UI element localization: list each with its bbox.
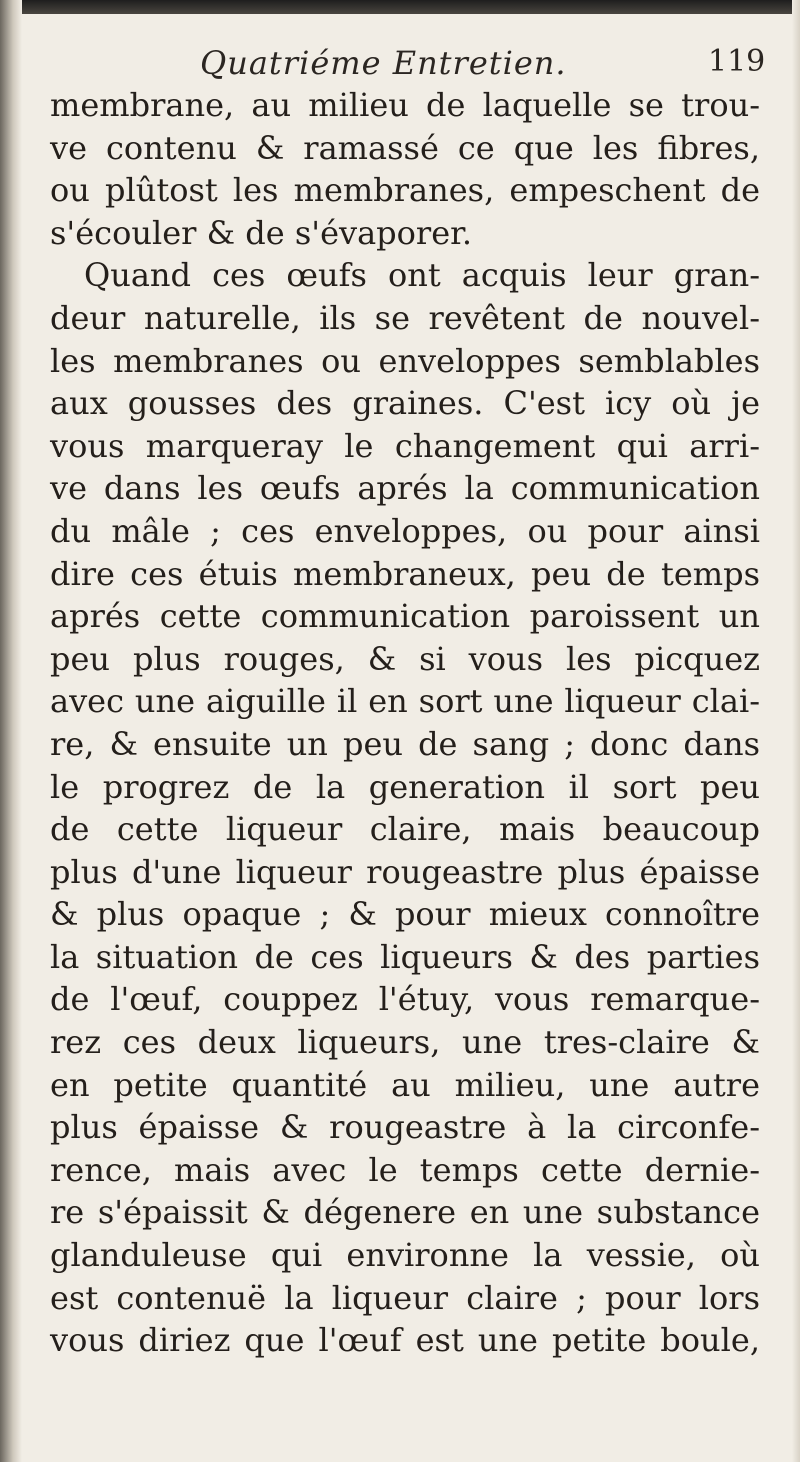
text-line: rez ces deux liqueurs, une tres-claire & [50,1023,760,1062]
text-line: plus épaisse & rougeastre à la circonfe- [50,1108,760,1147]
page-right-edge [792,0,800,1462]
text-line: est contenuë la liqueur claire ; pour lors [50,1278,760,1317]
text-line: vous marqueray le changement qui arri- [50,426,760,465]
page-header [0,40,800,90]
text-line: ve contenu & ramassé ce que les fibres, [50,128,760,167]
text-line: en petite quantité au milieu, une autre [50,1065,760,1104]
text-line: glanduleuse qui environne la vessie, où [50,1236,760,1275]
text-line: & plus opaque ; & pour mieux connoître [50,895,760,934]
text-line: re s'épaissit & dégenere en une substance [50,1193,760,1232]
text-line: de cette liqueur claire, mais beaucoup [50,810,760,849]
text-line: du mâle ; ces enveloppes, ou pour ainsi [50,511,760,550]
text-line: membrane, au milieu de laquelle se trou- [50,86,760,124]
text-line: ou plûtost les membranes, empeschent de [50,171,760,210]
running-title: Quatriéme Entretien. [200,44,567,82]
page-top-edge [0,0,800,14]
text-line: de l'œuf, couppez l'étuy, vous remarque- [50,980,760,1019]
text-line: les membranes ou enveloppes semblables [50,341,760,380]
text-line: vous diriez que l'œuf est une petite boule, [50,1321,760,1360]
text-line: aprés cette communication paroissent un [50,597,760,636]
body-text [50,84,760,1362]
text-line: la situation de ces liqueurs & des parties [50,937,760,976]
text-line: deur naturelle, ils se revêtent de nouvel- [50,298,760,337]
text-line: s'écouler & de s'évaporer. [50,213,473,252]
text-line: Quand ces œufs ont acquis leur gran- [84,256,760,295]
text-line: peu plus rouges, & si vous les picquez [50,639,760,678]
page-gutter-shadow [0,0,22,1462]
text-line: ve dans les œufs aprés la communication [50,469,760,508]
page-number: 119 [708,44,766,79]
text-line: avec une aiguille il en sort une liqueur clai- [50,682,760,721]
text-line: aux gousses des graines. C'est icy où je [50,384,760,423]
text-line: re, & ensuite un peu de sang ; donc dans [50,724,760,763]
text-line: rence, mais avec le temps cette dernie- [50,1150,760,1189]
text-line: le progrez de la generation il sort peu [50,767,760,806]
text-line: plus d'une liqueur rougeastre plus épaisse [50,852,760,891]
text-line: dire ces étuis membraneux, peu de temps [50,554,760,593]
